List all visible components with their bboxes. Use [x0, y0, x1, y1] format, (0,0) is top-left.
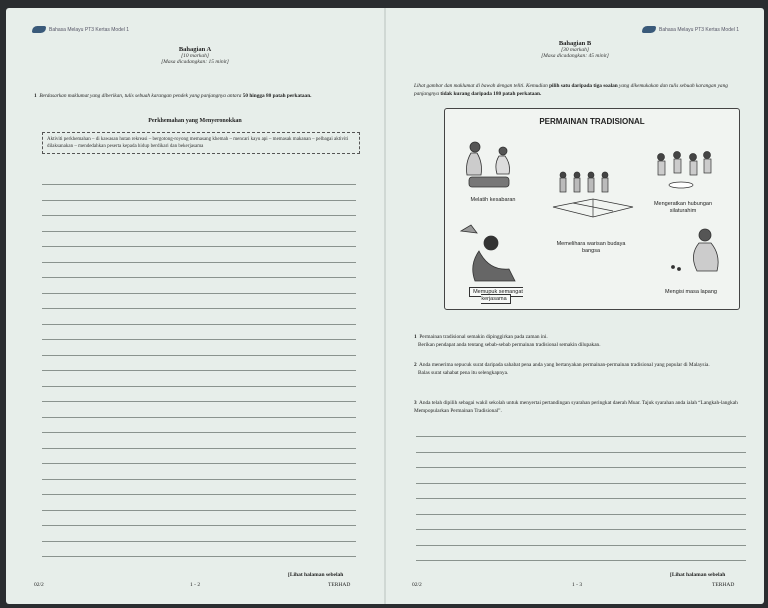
question-1-task: Berikan pendapat anda tentang sebab-sebab permainan tradisional semakin dilupakan. — [417, 341, 601, 348]
answer-line[interactable] — [416, 560, 746, 561]
question-1-number: 1 — [414, 334, 417, 340]
answer-line[interactable] — [42, 339, 356, 340]
caption-5 — [659, 289, 723, 296]
answer-line[interactable] — [42, 525, 356, 526]
children-group-icon — [658, 152, 712, 189]
caption-3 — [549, 241, 633, 255]
answer-line[interactable] — [416, 467, 746, 468]
essay-topic: Perkhemahan yang Menyeronokkan — [148, 118, 242, 124]
answer-line[interactable] — [42, 246, 356, 247]
instruction-mid: yang dikemukakan dan tulis sebuah karangan yang panjangnya — [414, 83, 728, 97]
answer-line[interactable] — [42, 556, 356, 557]
picture-title: PERMAINAN TRADISIONAL — [539, 117, 645, 126]
caption-4-text: Memupuk semangat kerjasama — [469, 287, 523, 304]
caption-2-text: Mengeratkan hubungan silaturahim — [653, 201, 713, 214]
caption-5-text: Mengisi masa lapang — [665, 289, 717, 295]
question-number: 1 — [34, 93, 37, 99]
answer-line[interactable] — [42, 262, 356, 263]
question-word-count: 50 hingga 80 patah perkataan. — [242, 93, 312, 99]
answer-line[interactable] — [42, 277, 356, 278]
question-1-text: Permainan tradisional semakin dipinggirkan pada zaman ini. — [419, 334, 548, 340]
instruction-text: Lihat gambar dan maklumat di bawah dengan teliti. Kemudian — [414, 83, 548, 89]
instruction-bold-2: tidak kurang daripada 180 patah perkataan. — [440, 91, 542, 97]
answer-line[interactable] — [416, 483, 746, 484]
answer-line[interactable] — [42, 293, 356, 294]
left-header — [32, 26, 129, 33]
answer-line[interactable] — [42, 448, 356, 449]
girl-playing-marbles-icon — [672, 229, 719, 271]
section-b-marks: [30 markah] — [561, 47, 589, 53]
section-b-time: [Masa dicadangkan: 45 minit] — [541, 53, 609, 59]
left-footer-next: [Lihat halaman sebelah — [288, 572, 344, 578]
caption-1-text: Melatih kesabaran — [470, 197, 516, 203]
answer-line[interactable] — [42, 510, 356, 511]
answer-line[interactable] — [42, 479, 356, 480]
left-footer-page: 1 - 2 — [190, 582, 201, 588]
hopscotch-children-icon — [553, 172, 633, 217]
section-b-instruction — [414, 82, 744, 98]
section-a-heading — [6, 46, 384, 65]
question-3-number: 3 — [414, 400, 417, 406]
section-b-heading — [386, 40, 764, 59]
right-page — [386, 8, 764, 604]
caption-4 — [459, 289, 533, 303]
notes-box: Aktiviti perkhemahan – di kawasan hutan rekreasi – bergotong-royong memasang khemah – mencari kayu api – memasak makanan – pelbagai aktiviti dilaksanakan – mendedahkan peserta kepada hidup berdikari dan bekerjasama — [42, 132, 360, 154]
answer-line[interactable] — [42, 231, 356, 232]
answer-line[interactable] — [42, 355, 356, 356]
section-a-marks: [10 markah] — [181, 53, 209, 59]
answer-line[interactable] — [42, 432, 356, 433]
answer-line[interactable] — [42, 215, 356, 216]
question-text: Berdasarkan maklumat yang diberikan, tulis sebuah karangan pendek yang panjangnya antara — [39, 93, 242, 99]
answer-line[interactable] — [416, 545, 746, 546]
question-2-text: Anda menerima sepucuk surat daripada sahabat pena anda yang bertanyakan permainan-permainan tradisional yang popular di Malaysia. — [419, 362, 710, 368]
right-footer-page: 1 - 3 — [572, 582, 583, 588]
publisher-logo-icon — [32, 26, 46, 33]
answer-line[interactable] — [42, 370, 356, 371]
answer-line[interactable] — [42, 541, 356, 542]
section-b-title: Bahagian B — [558, 40, 592, 47]
caption-2 — [641, 201, 725, 215]
section-a-title: Bahagian A — [178, 46, 212, 53]
right-header — [642, 26, 739, 33]
publisher-logo-icon — [642, 26, 656, 33]
boy-with-kite-icon — [461, 225, 515, 281]
left-header-text: Bahasa Melayu PT3 Kertas Model 1 — [49, 26, 130, 33]
right-footer-next: [Lihat halaman sebelah — [670, 572, 726, 578]
answer-line[interactable] — [416, 514, 746, 515]
caption-1 — [463, 197, 523, 204]
answer-line[interactable] — [416, 452, 746, 453]
question-item-1 — [414, 334, 748, 349]
answer-line[interactable] — [42, 308, 356, 309]
left-page — [6, 8, 384, 604]
answer-line[interactable] — [416, 498, 746, 499]
answer-line[interactable] — [42, 463, 356, 464]
question-2-task: Balas surat sahabat pena itu selengkapnya. — [417, 369, 509, 376]
answer-line[interactable] — [42, 200, 356, 201]
answer-line[interactable] — [42, 324, 356, 325]
answer-line[interactable] — [42, 401, 356, 402]
answer-line[interactable] — [416, 529, 746, 530]
question-2-number: 2 — [414, 362, 417, 368]
stimulus-picture — [444, 108, 740, 310]
answer-line[interactable] — [42, 417, 356, 418]
answer-line[interactable] — [42, 494, 356, 495]
right-footer-class: TERHAD — [712, 582, 735, 588]
book-spread — [6, 8, 764, 604]
right-header-text: Bahasa Melayu PT3 Kertas Model 1 — [659, 26, 740, 33]
question-1-instruction — [34, 92, 364, 100]
question-3-text: Anda telah dipilih sebagai wakil sekolah untuk menyertai pertandingan syarahan peringkat daerah Muar. Tajuk syarahan anda ialah “Langkah-langkah Mempopularkan Permainan Tradisional”. — [414, 400, 738, 414]
answer-line[interactable] — [42, 386, 356, 387]
section-a-time: [Masa dicadangkan: 15 minit] — [161, 59, 229, 65]
answer-line[interactable] — [42, 184, 356, 185]
left-footer-class: TERHAD — [328, 582, 351, 588]
girls-playing-stones-icon — [467, 142, 510, 187]
answer-line[interactable] — [416, 436, 746, 437]
left-footer-code: 02/2 — [34, 582, 44, 588]
right-footer-code: 02/2 — [412, 582, 422, 588]
question-item-2 — [414, 362, 748, 377]
question-item-3 — [414, 400, 748, 415]
instruction-bold-1: pilih satu daripada tiga soalan — [549, 83, 618, 89]
caption-3-text: Memelihara warisan budaya bangsa — [556, 241, 626, 254]
